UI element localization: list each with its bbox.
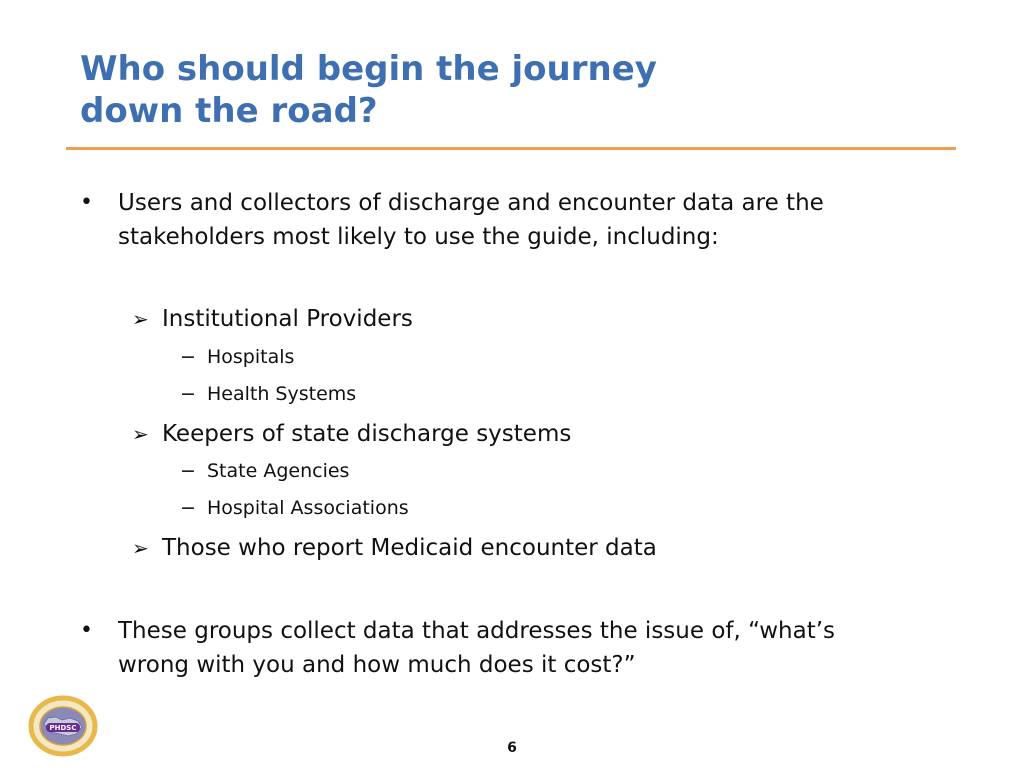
subsub-item-label: Hospital Associations	[207, 497, 409, 519]
subsub-item-label: Hospitals	[207, 346, 295, 368]
arrow-bullet-icon: ➢	[132, 422, 149, 446]
bullet-text	[118, 186, 938, 254]
dash-marker: −	[180, 497, 196, 519]
page-number: 6	[507, 740, 517, 756]
subsub-item-label: Health Systems	[207, 383, 357, 405]
bullet-line: Users and collectors of discharge and encounter data are the	[118, 190, 824, 216]
phdsc-logo-icon	[26, 694, 100, 758]
dash-marker: −	[180, 460, 196, 482]
sub-item-label: Institutional Providers	[162, 306, 413, 332]
sub-item-label: Those who report Medicaid encounter data	[162, 535, 657, 561]
bullet-text	[118, 614, 938, 682]
sub-item-label: Keepers of state discharge systems	[162, 421, 572, 447]
arrow-bullet-icon: ➢	[132, 536, 149, 560]
bullet-marker: •	[80, 190, 93, 215]
bullet-marker: •	[80, 618, 93, 643]
slide-title-line-1: Who should begin the journey	[80, 49, 657, 89]
bullet-line: stakeholders most likely to use the guide, including:	[118, 224, 719, 250]
subsub-item-label: State Agencies	[207, 460, 350, 482]
dash-marker: −	[180, 346, 196, 368]
dash-marker: −	[180, 383, 196, 405]
bullet-line: These groups collect data that addresses the issue of, “what’s	[118, 618, 836, 644]
arrow-bullet-icon: ➢	[132, 307, 149, 331]
phdsc-logo	[26, 694, 100, 758]
slide-title-line-2: down the road?	[80, 91, 378, 131]
logo-text: PHDSC	[49, 724, 77, 732]
bullet-line: wrong with you and how much does it cost?”	[118, 652, 636, 678]
